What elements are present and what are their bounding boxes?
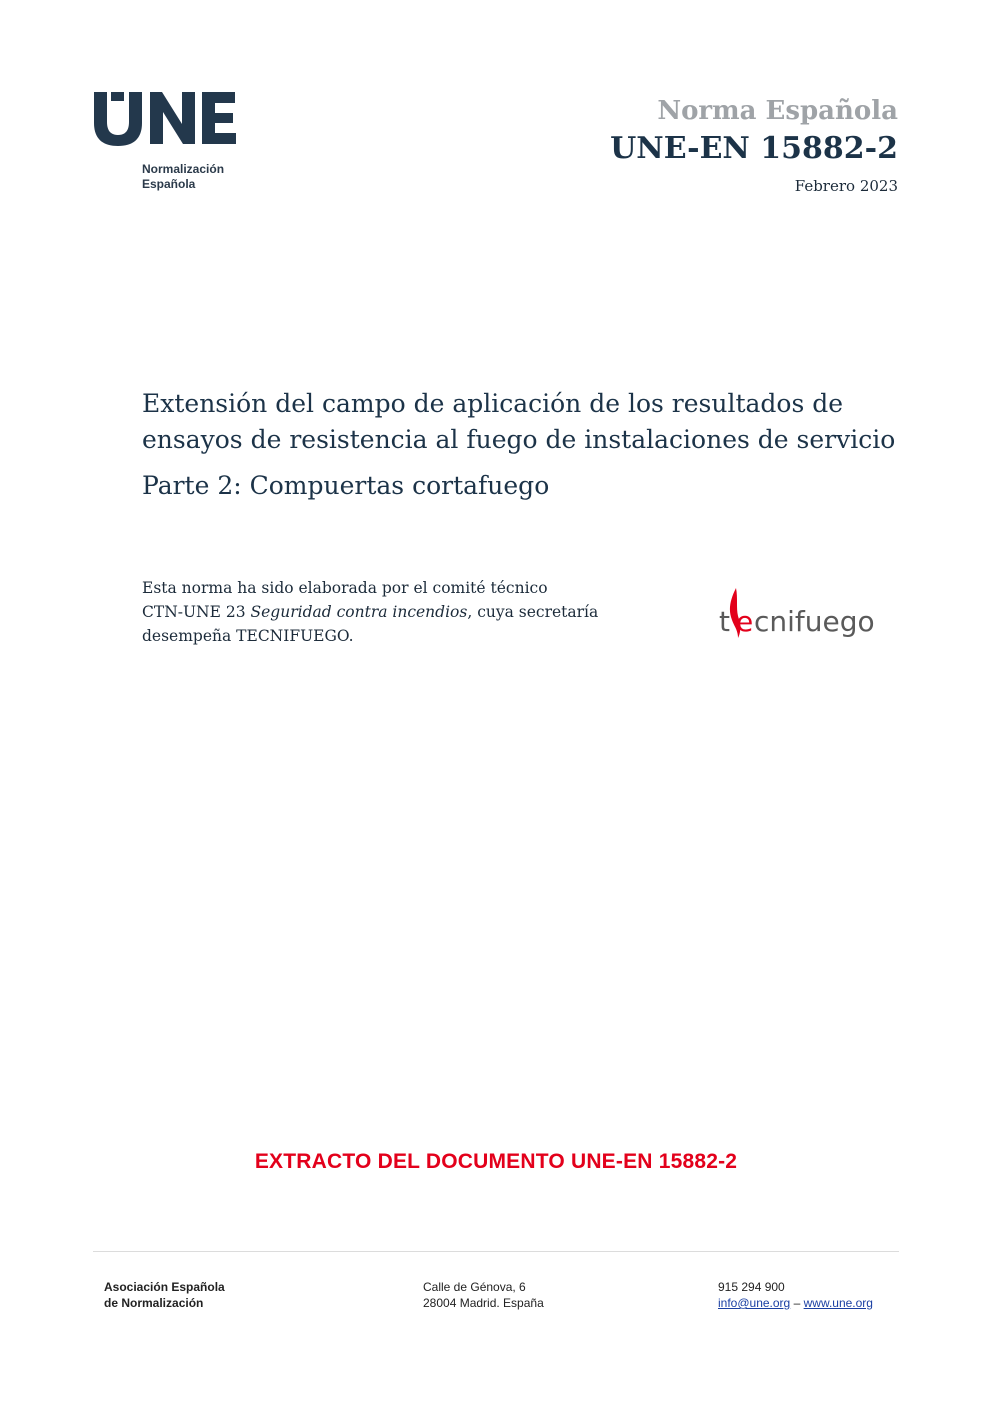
logo-subtitle-line2: Española <box>142 177 196 191</box>
committee-name: Seguridad contra incendios <box>250 603 468 621</box>
document-code: UNE-EN 15882-2 <box>610 131 898 166</box>
footer-address-line2: 28004 Madrid. España <box>423 1296 544 1310</box>
une-logo-mark <box>92 88 242 158</box>
une-logo-subtitle <box>142 162 224 192</box>
footer-divider <box>93 1251 899 1252</box>
tecnifuego-wordmark: cnifuego <box>754 605 875 638</box>
footer-links <box>718 1295 873 1311</box>
committee-statement <box>142 576 682 648</box>
logo-subtitle-line1: Normalización <box>142 162 225 176</box>
document-kind: Norma Española <box>657 96 898 126</box>
extract-banner: EXTRACTO DEL DOCUMENTO UNE-EN 15882-2 <box>254 1150 738 1173</box>
footer-phone: 915 294 900 <box>718 1280 785 1294</box>
footer-contact <box>718 1279 873 1311</box>
committee-line1: Esta norma ha sido elaborada por el comité técnico <box>142 579 548 597</box>
publication-date: Febrero 2023 <box>794 177 898 195</box>
tecnifuego-logo-mark <box>716 586 876 656</box>
tecnifuego-letter-t: t <box>719 605 730 638</box>
footer-org-line2: de Normalización <box>104 1296 204 1310</box>
title-line1: Extensión del campo de aplicación de los resultados de <box>142 389 844 418</box>
title-line2: ensayos de resistencia al fuego de instalaciones de servicio <box>142 425 896 454</box>
document-part-title: Parte 2: Compuertas cortafuego <box>142 471 550 500</box>
website-link[interactable]: www.une.org <box>803 1296 873 1310</box>
footer-address <box>423 1279 544 1311</box>
committee-line2-suffix: , cuya secretaría <box>467 603 599 621</box>
tecnifuego-logo <box>716 586 876 656</box>
footer-address-line1: Calle de Génova, 6 <box>423 1280 526 1294</box>
email-link[interactable]: info@une.org <box>718 1296 791 1310</box>
document-title <box>142 386 922 458</box>
footer-separator: – <box>793 1296 801 1310</box>
committee-code: CTN-UNE 23 <box>142 603 251 621</box>
footer-organization <box>104 1279 225 1311</box>
footer-org-line1: Asociación Española <box>104 1280 225 1294</box>
committee-line2 <box>142 600 682 624</box>
tecnifuego-letter-e: e <box>736 605 754 638</box>
committee-line3: desempeña TECNIFUEGO. <box>142 627 354 645</box>
